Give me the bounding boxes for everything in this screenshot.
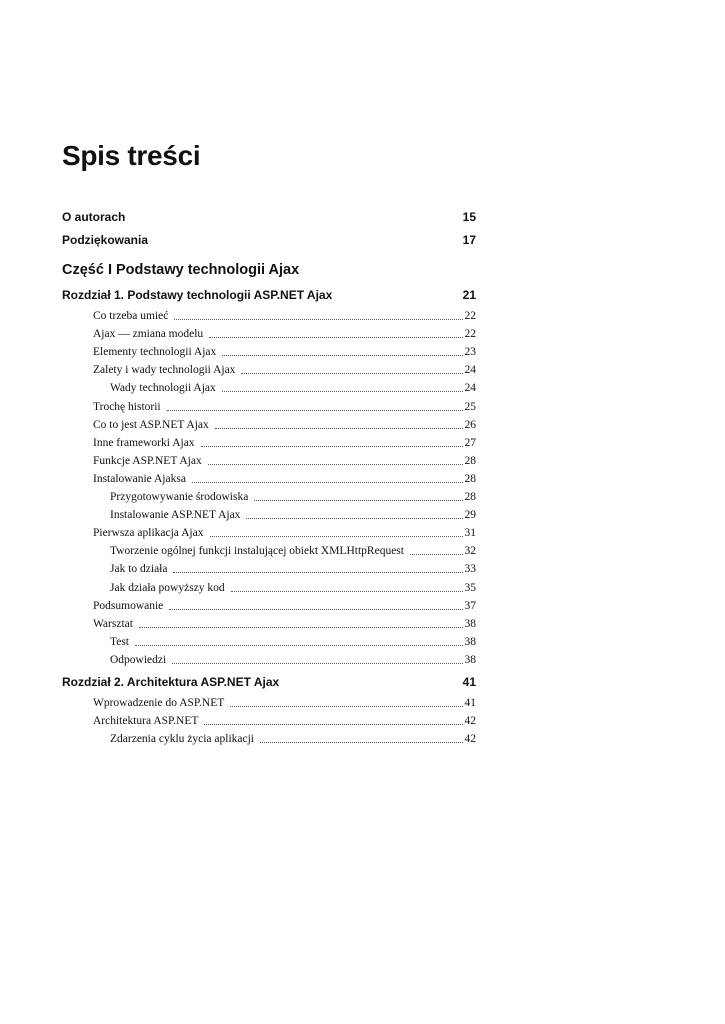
leader-dots (222, 355, 462, 356)
leader-dots (173, 572, 462, 573)
toc-entry-label: Przygotowywanie środowiska (110, 491, 249, 503)
toc-entry[interactable] (62, 396, 476, 414)
leader-dots (169, 609, 462, 610)
toc-entry[interactable] (62, 432, 476, 450)
toc-page-number: 28 (464, 455, 476, 467)
toc-page-number: 41 (462, 675, 476, 689)
toc-entry[interactable] (62, 414, 476, 432)
toc-entry-label: Instalowanie Ajaksa (93, 473, 186, 485)
toc-entry-label: Instalowanie ASP.NET Ajax (110, 509, 241, 521)
toc-page-number: 24 (464, 382, 476, 394)
toc-page-number: 33 (464, 563, 476, 575)
toc-entry[interactable] (62, 710, 476, 728)
toc-entry-label: Co trzeba umieć (93, 310, 169, 322)
toc-entry[interactable] (62, 540, 476, 558)
leader-dots (241, 373, 462, 374)
leader-dots (210, 536, 463, 537)
toc-entry-label: Ajax — zmiana modelu (93, 328, 204, 340)
page-title: Spis treści (62, 140, 201, 171)
chapter-title: Rozdział 2. Architektura ASP.NET Ajax (62, 675, 280, 689)
toc-entry[interactable] (62, 613, 476, 631)
leader-dots (231, 591, 463, 592)
leader-dots (215, 428, 463, 429)
toc-entry[interactable] (62, 728, 476, 746)
toc-page-number: 24 (464, 364, 476, 376)
toc-entry[interactable] (62, 323, 476, 341)
toc-page-number: 29 (464, 509, 476, 521)
toc-entry[interactable] (62, 377, 476, 395)
leader-dots (135, 645, 463, 646)
toc-page-number: 35 (464, 582, 476, 594)
toc-page-number: 21 (462, 288, 476, 302)
toc-page-number: 28 (464, 491, 476, 503)
toc-entry-label: Podziękowania (62, 233, 149, 247)
leader-dots (222, 391, 463, 392)
toc-entry[interactable] (62, 341, 476, 359)
toc-chapter[interactable] (62, 284, 476, 302)
toc-entry[interactable] (62, 692, 476, 710)
leader-dots (410, 554, 463, 555)
toc-page-number: 42 (464, 715, 476, 727)
toc-entry[interactable] (62, 486, 476, 504)
leader-dots (246, 518, 462, 519)
leader-dots (172, 663, 462, 664)
toc-entry[interactable] (62, 577, 476, 595)
toc-page-number: 38 (464, 654, 476, 666)
toc-entry-label: Wady technologii Ajax (110, 382, 216, 394)
leader-dots (201, 446, 463, 447)
toc-entry[interactable] (62, 468, 476, 486)
toc-page-number: 23 (464, 346, 476, 358)
toc-page-number: 31 (464, 527, 476, 539)
toc-entry-label: Elementy technologii Ajax (93, 346, 217, 358)
toc-chapter[interactable] (62, 671, 476, 689)
toc-page-number: 17 (462, 233, 476, 247)
toc-entry-label: Zdarzenia cyklu życia aplikacji (110, 733, 254, 745)
toc-page-number: 38 (464, 618, 476, 630)
toc-page-number: 22 (464, 310, 476, 322)
toc-page-number: 27 (464, 437, 476, 449)
toc-entry[interactable] (62, 359, 476, 377)
toc-page-number: 37 (464, 600, 476, 612)
leader-dots (204, 724, 462, 725)
leader-dots (254, 500, 462, 501)
toc-entry-label: Funkcje ASP.NET Ajax (93, 455, 202, 467)
toc-entry-label: Pierwsza aplikacja Ajax (93, 527, 204, 539)
toc-entry-label: Architektura ASP.NET (93, 715, 199, 727)
part-heading: Część I Podstawy technologii Ajax (62, 262, 300, 278)
toc-entry-label: O autorach (62, 210, 126, 224)
leader-dots (230, 706, 462, 707)
toc-front-entry[interactable] (62, 206, 476, 224)
toc-entry[interactable] (62, 631, 476, 649)
toc-entry-label: Tworzenie ogólnej funkcji instalującej obiekt XMLHttpRequest (110, 545, 404, 557)
toc-page-number: 28 (464, 473, 476, 485)
toc-page-number: 42 (464, 733, 476, 745)
leader-dots (139, 627, 463, 628)
toc-entry-label: Podsumowanie (93, 600, 164, 612)
toc-entry[interactable] (62, 649, 476, 667)
toc-entry-label: Zalety i wady technologii Ajax (93, 364, 236, 376)
toc-entry-label: Trochę historii (93, 401, 161, 413)
leader-dots (208, 464, 463, 465)
leader-dots (167, 410, 463, 411)
toc-entry[interactable] (62, 450, 476, 468)
toc-page-number: 32 (464, 545, 476, 557)
toc-entry[interactable] (62, 522, 476, 540)
toc-front-entry[interactable] (62, 229, 476, 247)
toc-entry-label: Jak działa powyższy kod (110, 582, 225, 594)
leader-dots (260, 742, 463, 743)
leader-dots (192, 482, 463, 483)
chapter-title: Rozdział 1. Podstawy technologii ASP.NET Ajax (62, 288, 333, 302)
toc-entry[interactable] (62, 595, 476, 613)
toc-entry-label: Co to jest ASP.NET Ajax (93, 419, 209, 431)
toc-entry-label: Wprowadzenie do ASP.NET (93, 697, 225, 709)
toc-entry[interactable] (62, 305, 476, 323)
toc-page-number: 25 (464, 401, 476, 413)
toc-entry-label: Odpowiedzi (110, 654, 167, 666)
toc-entry-label: Inne frameworki Ajax (93, 437, 195, 449)
toc-page-number: 15 (462, 210, 476, 224)
toc-entry[interactable] (62, 558, 476, 576)
toc-page-number: 22 (464, 328, 476, 340)
toc-entry[interactable] (62, 504, 476, 522)
toc-page-number: 38 (464, 636, 476, 648)
leader-dots (209, 337, 462, 338)
toc-entry-label: Test (110, 636, 129, 648)
toc-page-number: 41 (464, 697, 476, 709)
toc-entry-label: Warsztat (93, 618, 133, 630)
toc-page-number: 26 (464, 419, 476, 431)
toc-entry-label: Jak to działa (110, 563, 168, 575)
leader-dots (174, 319, 462, 320)
